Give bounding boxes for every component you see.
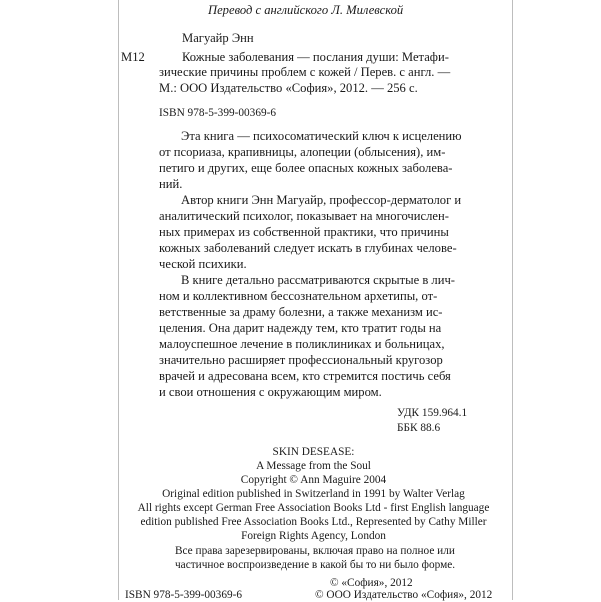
annotation-line: ветственные за драму болезни, а также механизм ис-	[159, 305, 443, 319]
annotation-line: ний.	[159, 177, 183, 191]
original-subtitle: A Message from the Soul	[256, 460, 371, 472]
original-edition-line: edition published Free Association Books Ltd., Represented by Cathy Miller	[140, 516, 487, 528]
original-title: SKIN DESEASE:	[272, 446, 355, 458]
bbk-code: ББК 88.6	[397, 422, 441, 434]
copyright-publisher: © ООО Издательство «София», 2012	[315, 589, 493, 601]
annotation-line: врачей и адресована всем, кто стремится постичь себя	[159, 369, 451, 383]
annotation-line: ных примерах из собственной практики, что причины	[159, 225, 449, 239]
original-copyright: Copyright © Ann Maguire 2004	[240, 474, 387, 486]
annotation-line: аналитический психолог, показывает на многочислен-	[159, 209, 449, 223]
annotation-line: от псориаза, крапивницы, алопеции (облысения), им-	[159, 145, 446, 159]
annotation-line: кожных заболеваний следует искать в глубинах челове-	[159, 241, 457, 255]
original-edition-line: Foreign Rights Agency, London	[241, 530, 386, 542]
annotation-line: значительно расширяет профессиональный кругозор	[159, 353, 443, 367]
bib-line: Кожные заболевания — послания души: Метафи-	[182, 50, 449, 64]
annotation-line: В книге детально рассматриваются скрытые в лич-	[181, 273, 455, 287]
author-name: Магуайр Энн	[182, 31, 254, 45]
isbn-bottom: ISBN 978-5-399-00369-6	[125, 589, 243, 601]
translator-credit: Перевод с английского Л. Милевской	[208, 3, 404, 17]
annotation-line: и свои отношения с окружающим миром.	[159, 385, 382, 399]
rights-notice: частичное воспроизведение в какой бы то ни было форме.	[175, 559, 456, 571]
bib-line: М.: ООО Издательство «София», 2012. — 256 с.	[159, 81, 418, 95]
bib-line: зические причины проблем с кожей / Перев. с англ. —	[159, 65, 451, 79]
copyright-sofia: © «София», 2012	[330, 577, 413, 589]
annotation-line: Эта книга — психосоматический ключ к исцелению	[181, 129, 462, 143]
catalog-code: М12	[121, 50, 145, 64]
original-edition-line: All rights except German Free Association Books Ltd - first English language	[137, 502, 490, 514]
annotation-line: Автор книги Энн Магуайр, профессор-дерматолог и	[181, 193, 462, 207]
annotation-line: целения. Она дарит надежду тем, кто тратит годы на	[159, 321, 442, 335]
original-edition-line: Original edition published in Switzerland in 1991 by Walter Verlag	[162, 488, 465, 500]
isbn-top: ISBN 978-5-399-00369-6	[159, 107, 277, 119]
annotation-line: ном и коллективном бессознательном архетипы, от-	[159, 289, 438, 303]
annotation-line: малоуспешное лечение в поликлиниках и больницах,	[159, 337, 445, 351]
rights-notice: Все права зарезервированы, включая право на полное или	[175, 545, 455, 557]
annotation-line: ческой психики.	[159, 257, 247, 271]
udk-code: УДК 159.964.1	[397, 407, 468, 419]
annotation-line: петиго и других, еще более опасных кожных заболева-	[159, 161, 453, 175]
